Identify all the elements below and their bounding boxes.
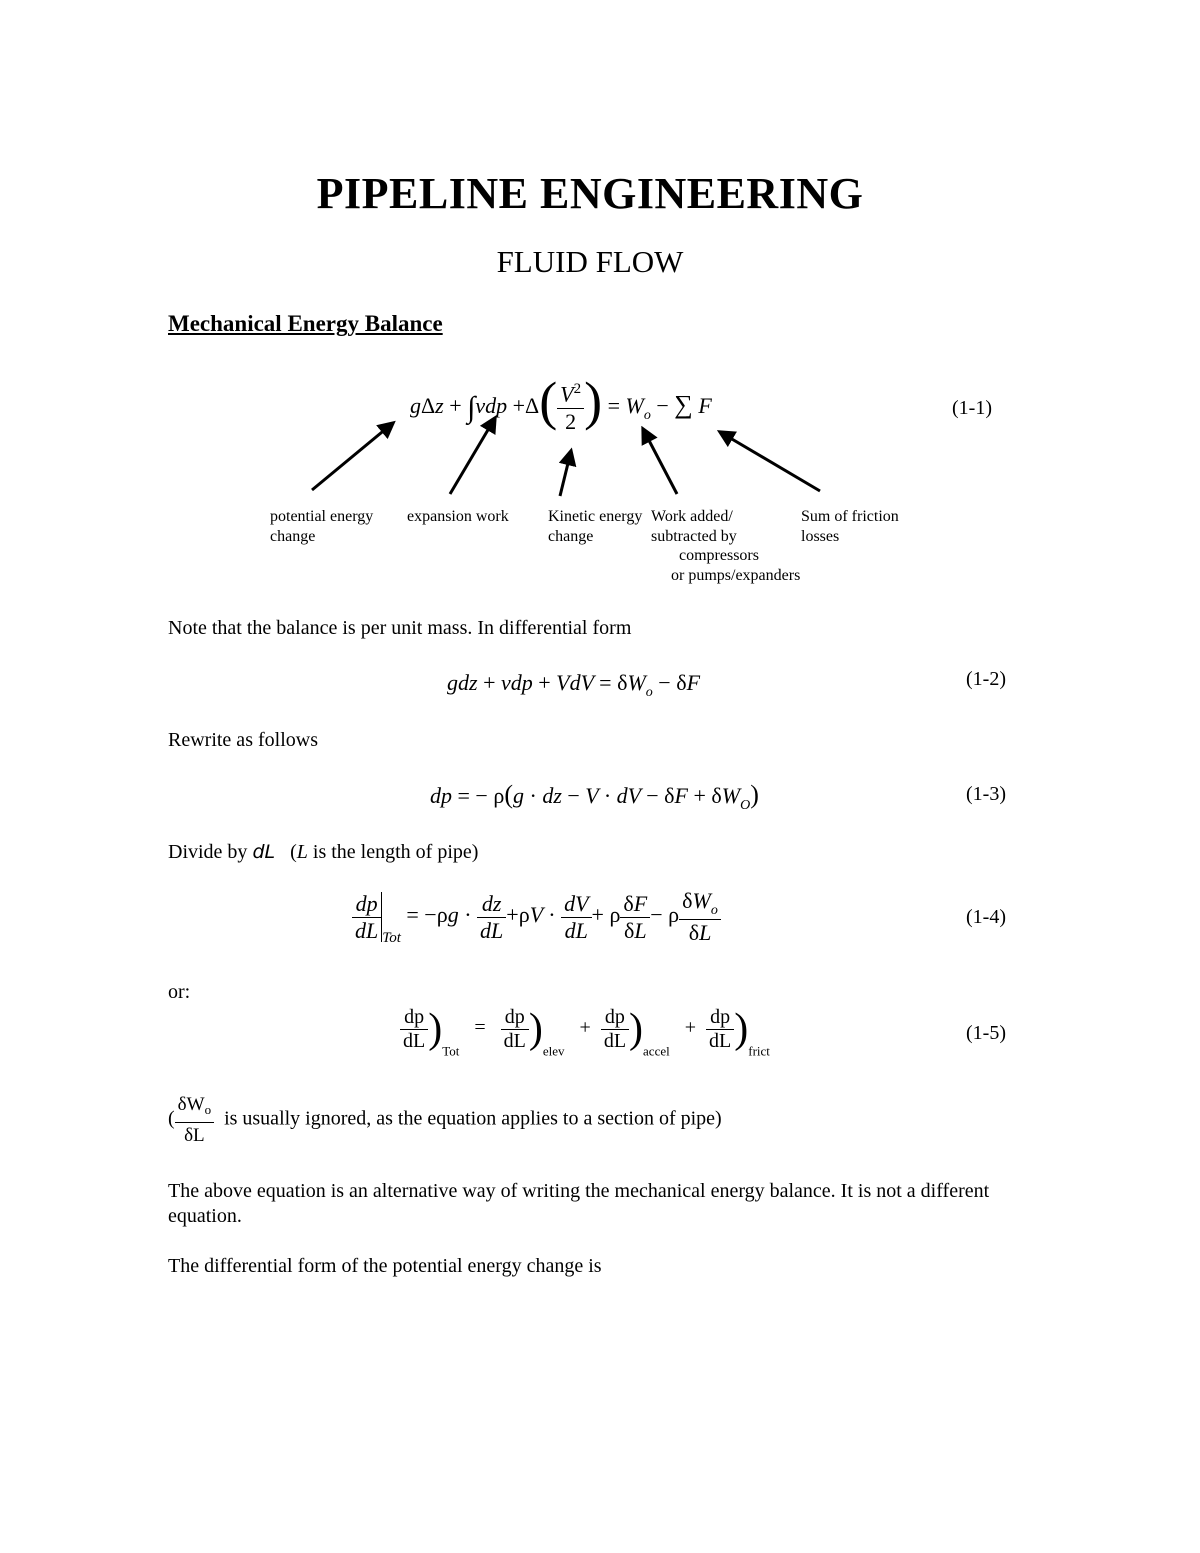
paragraph-divide: Divide by dL (L is the length of pipe): [168, 841, 479, 863]
document-subtitle: FLUID FLOW: [496, 244, 684, 279]
paragraph-ignored: ( $\frac{\delta W_o}{\delta L}$ is usually ignored, as the equation applies to a section of pipe): [168, 1094, 722, 1146]
equation-number-1-3: (1-3): [966, 783, 1006, 805]
paragraph-differential-form: The differential form of the potential energy change is: [168, 1255, 602, 1277]
arrow-work-added: [643, 429, 677, 494]
fraction-dWo-dL: $\frac{\delta W_o}{\delta L}$: [175, 1092, 214, 1148]
arrow-kinetic-energy: [560, 451, 571, 496]
equation-1-3: dp = − ρ(g · dz − V · dV − $\delta F + \delta W_O$): [430, 780, 759, 813]
paragraph-note: Note that the balance is per unit mass. In differential form: [168, 617, 632, 639]
arrow-expansion-work: [450, 418, 495, 494]
equation-number-1-4: (1-4): [966, 906, 1006, 928]
arrow-potential-energy: [312, 423, 393, 490]
section-heading: Mechanical Energy Balance: [168, 311, 443, 336]
equation-1-5: $\frac{dp}{dL}$ )$_{Tot}$ = $\frac{dp}{dL}$ )$_{elev}$ + $\frac{dp}{dL}$ )$_{accel}$ + $\frac{dp}{dL}$ )$_{frict}$: [400, 1005, 770, 1060]
paragraph-or: or:: [168, 981, 191, 1003]
paragraph-rewrite: Rewrite as follows: [168, 729, 318, 751]
label-work-added: Work added/ subtracted by compressors or pumps/expanders: [651, 508, 801, 584]
equation-number-1-5: (1-5): [966, 1022, 1006, 1044]
label-kinetic-energy: Kinetic energy change: [548, 508, 643, 545]
label-friction: Sum of friction losses: [801, 508, 899, 545]
annotation-arrows: [0, 0, 1200, 520]
paragraph-alternative: The above equation is an alternative way of writing the mechanical energy balance. It is not a different equation.: [168, 1180, 990, 1227]
arrow-friction: [720, 432, 820, 491]
label-expansion-work: expansion work: [407, 508, 509, 525]
equation-1-2: gdz + vdp + VdV = $\delta W_o - \delta F$: [447, 670, 701, 700]
document-title: PIPELINE ENGINEERING: [316, 169, 864, 218]
equation-1-1: gΔz + ∫vdp +Δ( $\frac{V^2}{2}$ ) = $W_o$ − ∑ F: [410, 371, 712, 434]
label-potential-energy: potential energy change: [270, 508, 374, 545]
equation-number-1-1: (1-1): [952, 397, 992, 419]
equation-number-1-2: (1-2): [966, 668, 1006, 690]
equation-1-4: $\frac{dp}{dL}$ $_{Tot}$ = −ρg · $\frac{dz}{dL}$ +ρV · $\frac{dV}{dL}$ + ρ $\frac{\delta F}{\delta L}$ − ρ $\frac{\delta W_o}{\delta L}$: [352, 888, 721, 947]
